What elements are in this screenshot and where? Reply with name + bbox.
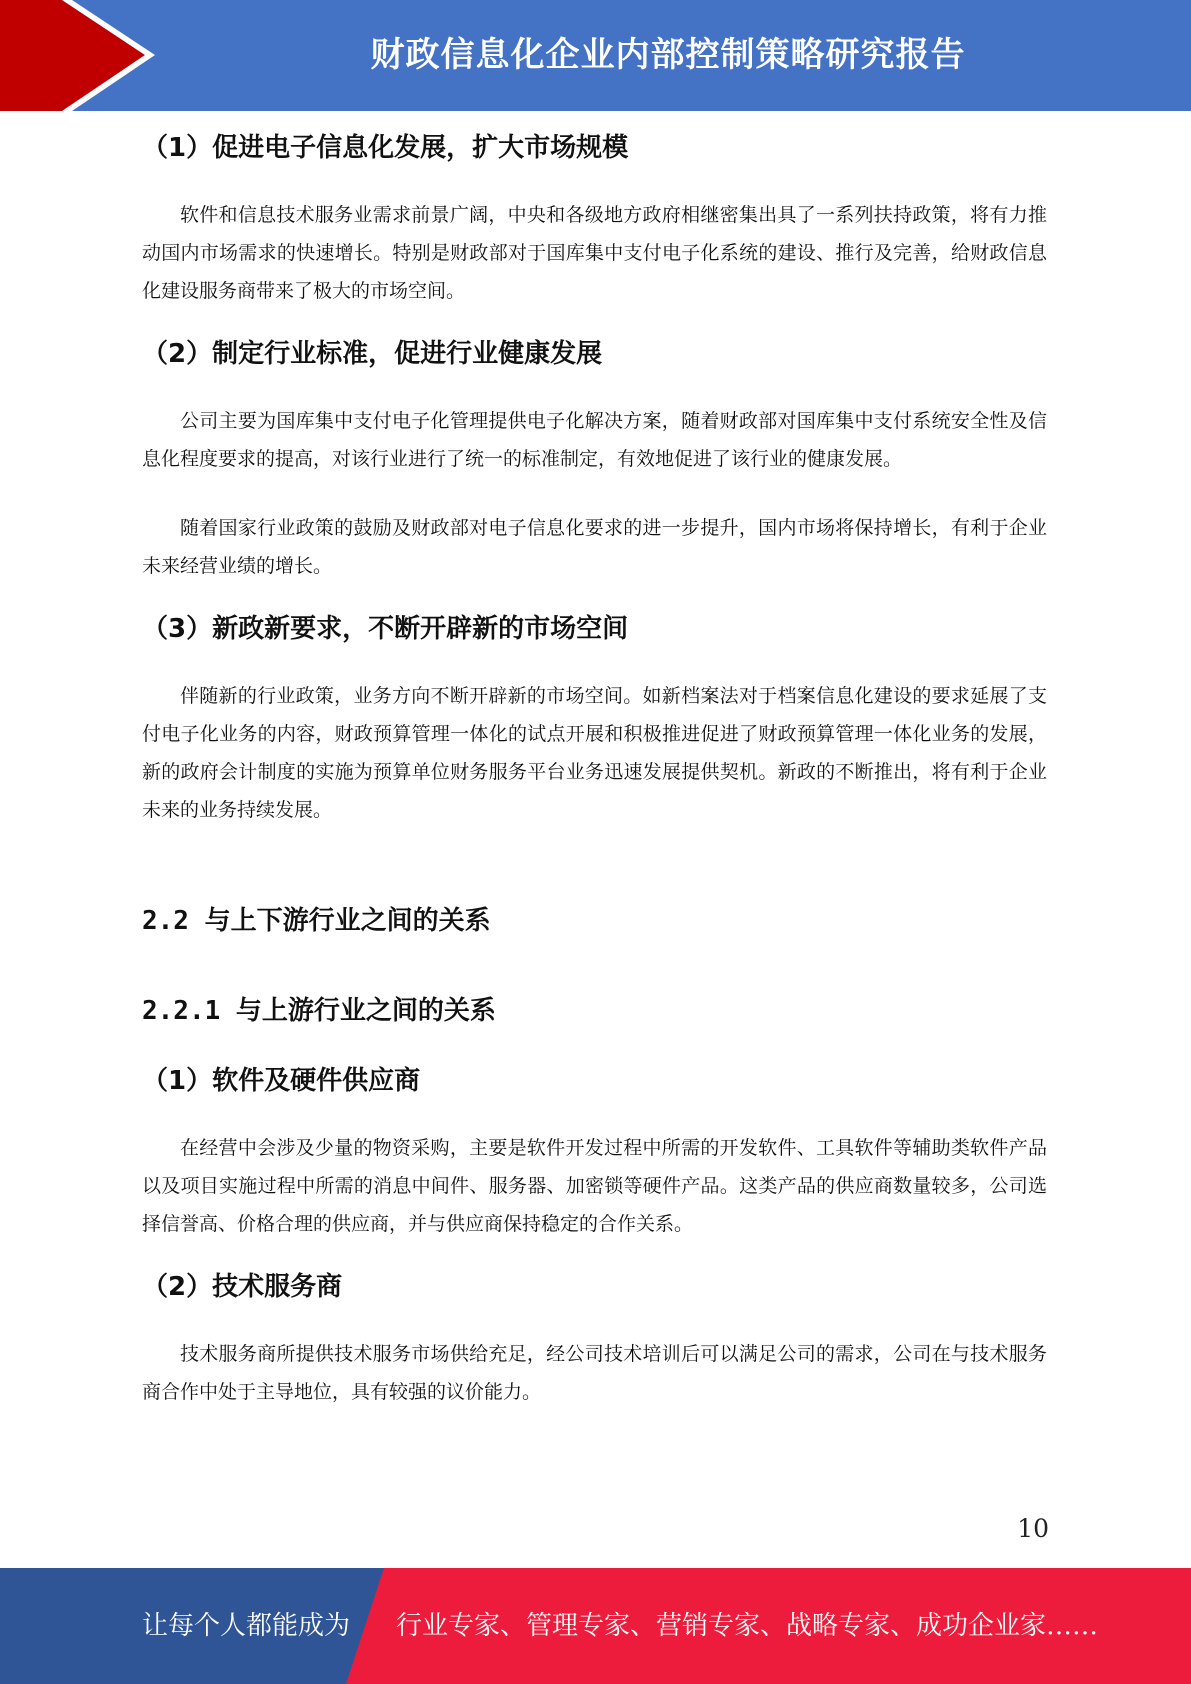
subsection-heading-2: （2）技术服务商 xyxy=(142,1272,343,1302)
section-3-paragraph: 伴随新的行业政策，业务方向不断开辟新的市场空间。如新档案法对于档案信息化建设的要求延展了支付电子化业务的内容，财政预算管理一体化的试点开展和积极推进促进了财政预算管理一体化业务的发展，新的政府会计制度的实施为预算单位财务服务平台业务迅速发展提供契机。新政的不断推出，将有利于企业未来的业务持续发展。 xyxy=(142,685,1047,821)
page-number: 10 xyxy=(1017,1514,1049,1543)
page-header xyxy=(0,0,1191,111)
page-content xyxy=(142,118,1047,1411)
subsection-2-paragraph: 技术服务商所提供技术服务市场供给充足，经公司技术培训后可以满足公司的需求，公司在与技术服务商合作中处于主导地位，具有较强的议价能力。 xyxy=(142,1343,1047,1403)
footer-slogan-left: 让每个人都能成为 xyxy=(142,1611,351,1641)
section-2-2-heading: 2.2 与上下游行业之间的关系 xyxy=(142,906,491,936)
footer-slogan-right: 行业专家、管理专家、营销专家、战略专家、成功企业家…… xyxy=(396,1611,1099,1641)
section-2-paragraph-1: 公司主要为国库集中支付电子化管理提供电子化解决方案，随着财政部对国库集中支付系统安全性及信息化程度要求的提高，对该行业进行了统一的标准制定，有效地促进了该行业的健康发展。 xyxy=(142,410,1047,470)
section-2-2-1-heading: 2.2.1 与上游行业之间的关系 xyxy=(142,996,496,1026)
section-heading-2: （2）制定行业标准，促进行业健康发展 xyxy=(142,339,603,369)
section-1-paragraph: 软件和信息技术服务业需求前景广阔，中央和各级地方政府相继密集出具了一系列扶持政策，将有力推动国内市场需求的快速增长。特别是财政部对于国库集中支付电子化系统的建设、推行及完善，给财政信息化建设服务商带来了极大的市场空间。 xyxy=(142,204,1047,302)
page-footer xyxy=(0,1568,1191,1684)
section-2-paragraph-2: 随着国家行业政策的鼓励及财政部对电子信息化要求的进一步提升，国内市场将保持增长，有利于企业未来经营业绩的增长。 xyxy=(142,517,1047,577)
subsection-heading-1: （1）软件及硬件供应商 xyxy=(142,1066,421,1096)
section-heading-1: （1）促进电子信息化发展，扩大市场规模 xyxy=(142,133,629,163)
report-title: 财政信息化企业内部控制策略研究报告 xyxy=(370,35,966,75)
subsection-1-paragraph: 在经营中会涉及少量的物资采购，主要是软件开发过程中所需的开发软件、工具软件等辅助类软件产品以及项目实施过程中所需的消息中间件、服务器、加密锁等硬件产品。这类产品的供应商数量较多，公司选择信誉高、价格合理的供应商，并与供应商保持稳定的合作关系。 xyxy=(142,1137,1047,1235)
section-heading-3: （3）新政新要求，不断开辟新的市场空间 xyxy=(142,614,629,644)
